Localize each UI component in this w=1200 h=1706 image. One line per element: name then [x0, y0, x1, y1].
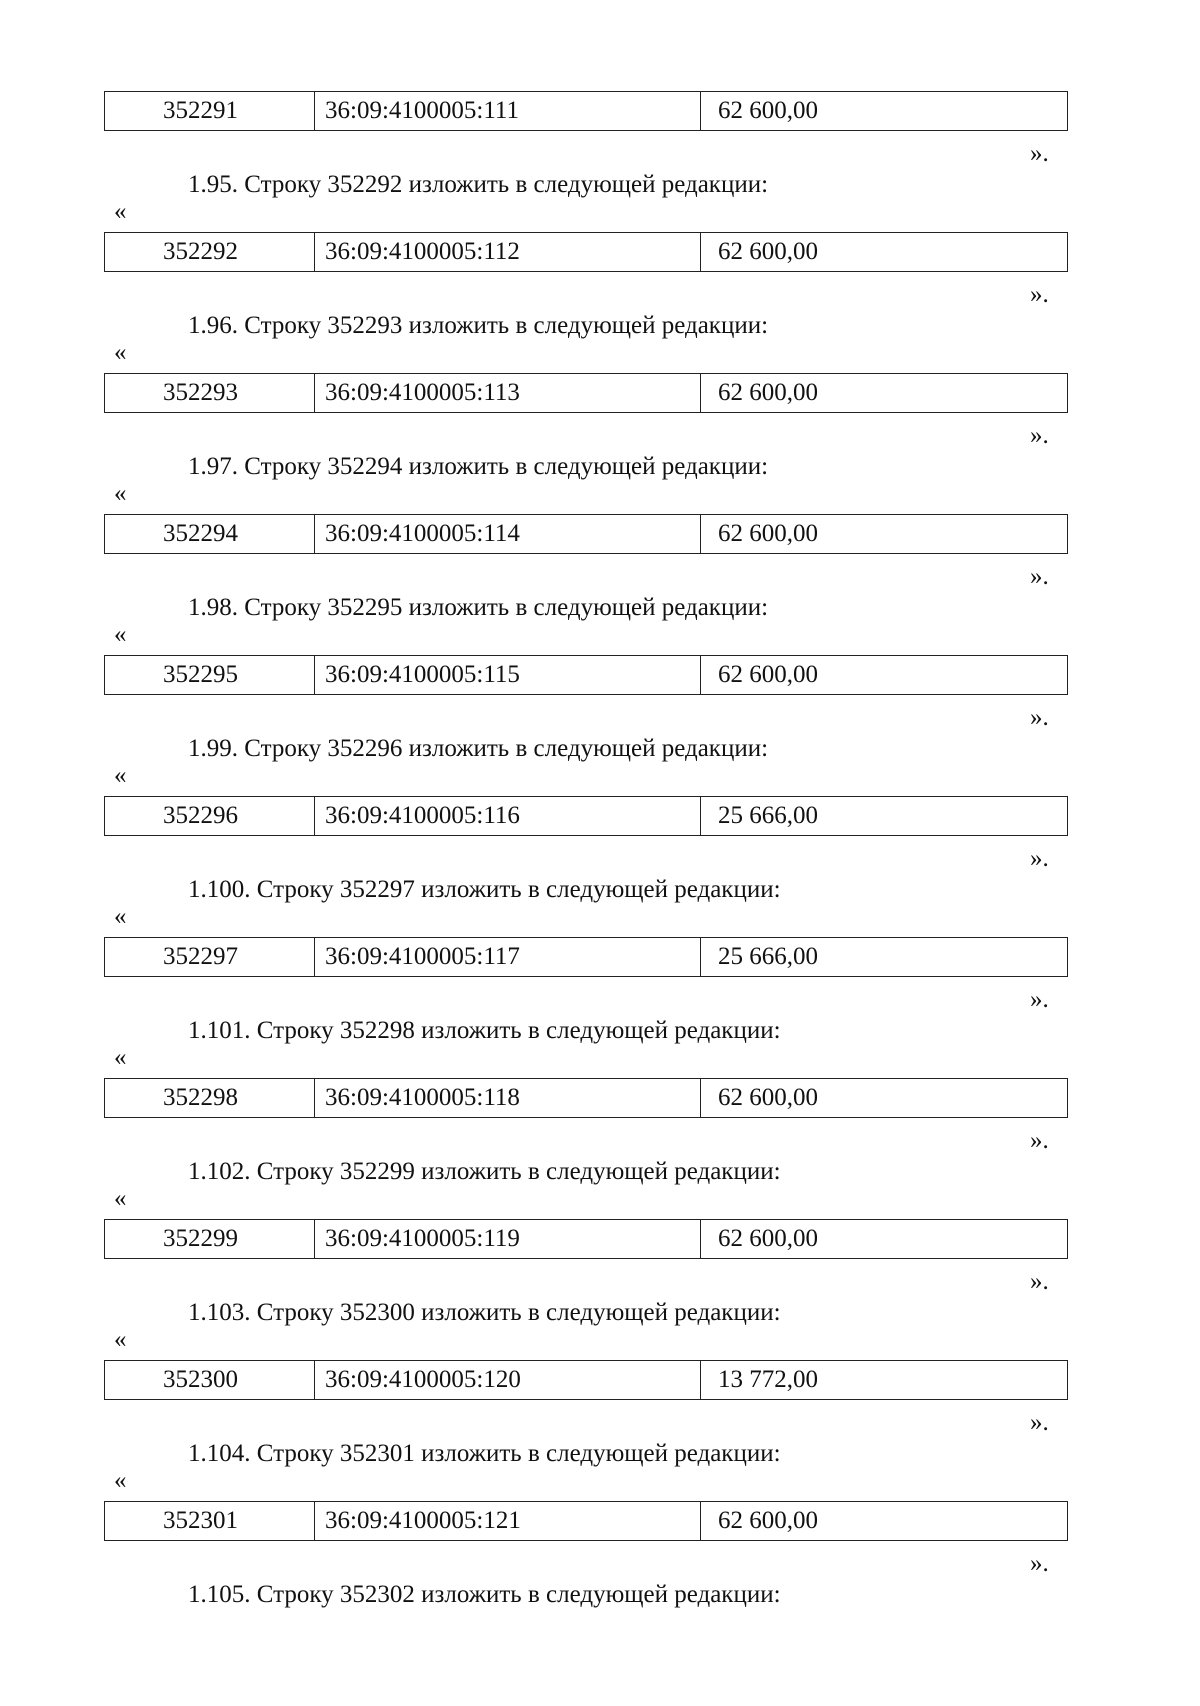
price-cell: 62 600,00: [718, 379, 818, 406]
row-code-cell: 352296: [105, 797, 315, 835]
amendment-instruction: 1.103. Строку 352300 изложить в следующей редакции:: [188, 1299, 781, 1326]
cadastral-number-cell: 36:09:4100005:116: [315, 797, 701, 835]
cadastral-number-cell: 36:09:4100005:121: [315, 1502, 701, 1540]
open-quote: «: [114, 903, 127, 930]
row-code-cell: 352298: [105, 1079, 315, 1117]
close-quote: ».: [1030, 563, 1049, 590]
price-cell: 13 772,00: [718, 1366, 818, 1393]
close-quote: ».: [1030, 845, 1049, 872]
amendment-instruction: 1.98. Строку 352295 изложить в следующей редакции:: [188, 594, 769, 621]
price-cell: 62 600,00: [718, 238, 818, 265]
row-code-cell: 352300: [105, 1361, 315, 1399]
price-cell: 62 600,00: [718, 1507, 818, 1534]
open-quote: «: [114, 339, 127, 366]
cadastral-number-cell: 36:09:4100005:111: [315, 92, 701, 130]
table-row: [104, 1219, 1068, 1259]
price-cell: 62 600,00: [718, 1084, 818, 1111]
row-code-cell: 352295: [105, 656, 315, 694]
close-quote: ».: [1030, 140, 1049, 167]
amendment-instruction: 1.100. Строку 352297 изложить в следующей редакции:: [188, 876, 781, 903]
amendment-instruction: 1.97. Строку 352294 изложить в следующей редакции:: [188, 453, 769, 480]
price-cell: 62 600,00: [718, 661, 818, 688]
table-row: [104, 1078, 1068, 1118]
open-quote: «: [114, 1326, 127, 1353]
open-quote: «: [114, 762, 127, 789]
cadastral-number-cell: 36:09:4100005:112: [315, 233, 701, 271]
row-code-cell: 352292: [105, 233, 315, 271]
cadastral-number-cell: 36:09:4100005:120: [315, 1361, 701, 1399]
open-quote: «: [114, 1044, 127, 1071]
price-cell: 62 600,00: [718, 520, 818, 547]
table-row: [104, 373, 1068, 413]
row-code-cell: 352297: [105, 938, 315, 976]
table-row: [104, 655, 1068, 695]
row-code-cell: 352299: [105, 1220, 315, 1258]
price-cell: 25 666,00: [718, 802, 818, 829]
close-quote: ».: [1030, 1409, 1049, 1436]
close-quote: ».: [1030, 986, 1049, 1013]
cadastral-number-cell: 36:09:4100005:118: [315, 1079, 701, 1117]
close-quote: ».: [1030, 1127, 1049, 1154]
table-row: [104, 1501, 1068, 1541]
open-quote: «: [114, 198, 127, 225]
price-cell: 25 666,00: [718, 943, 818, 970]
row-code-cell: 352294: [105, 515, 315, 553]
price-cell: 62 600,00: [718, 97, 818, 124]
row-code-cell: 352293: [105, 374, 315, 412]
open-quote: «: [114, 480, 127, 507]
open-quote: «: [114, 1467, 127, 1494]
amendment-instruction: 1.104. Строку 352301 изложить в следующей редакции:: [188, 1440, 781, 1467]
close-quote: ».: [1030, 704, 1049, 731]
open-quote: «: [114, 1185, 127, 1212]
row-code-cell: 352291: [105, 92, 315, 130]
amendment-instruction: 1.99. Строку 352296 изложить в следующей редакции:: [188, 735, 769, 762]
table-row: [104, 91, 1068, 131]
close-quote: ».: [1030, 281, 1049, 308]
table-row: [104, 937, 1068, 977]
cadastral-number-cell: 36:09:4100005:115: [315, 656, 701, 694]
cadastral-number-cell: 36:09:4100005:119: [315, 1220, 701, 1258]
row-code-cell: 352301: [105, 1502, 315, 1540]
close-quote: ».: [1030, 1550, 1049, 1577]
price-cell: 62 600,00: [718, 1225, 818, 1252]
table-row: [104, 514, 1068, 554]
table-row: [104, 232, 1068, 272]
table-row: [104, 796, 1068, 836]
table-row: [104, 1360, 1068, 1400]
close-quote: ».: [1030, 422, 1049, 449]
amendment-instruction: 1.105. Строку 352302 изложить в следующей редакции:: [188, 1581, 781, 1608]
amendment-instruction: 1.101. Строку 352298 изложить в следующей редакции:: [188, 1017, 781, 1044]
open-quote: «: [114, 621, 127, 648]
amendment-instruction: 1.95. Строку 352292 изложить в следующей редакции:: [188, 171, 769, 198]
cadastral-number-cell: 36:09:4100005:117: [315, 938, 701, 976]
amendment-instruction: 1.102. Строку 352299 изложить в следующей редакции:: [188, 1158, 781, 1185]
cadastral-number-cell: 36:09:4100005:113: [315, 374, 701, 412]
amendment-instruction: 1.96. Строку 352293 изложить в следующей редакции:: [188, 312, 769, 339]
cadastral-number-cell: 36:09:4100005:114: [315, 515, 701, 553]
close-quote: ».: [1030, 1268, 1049, 1295]
